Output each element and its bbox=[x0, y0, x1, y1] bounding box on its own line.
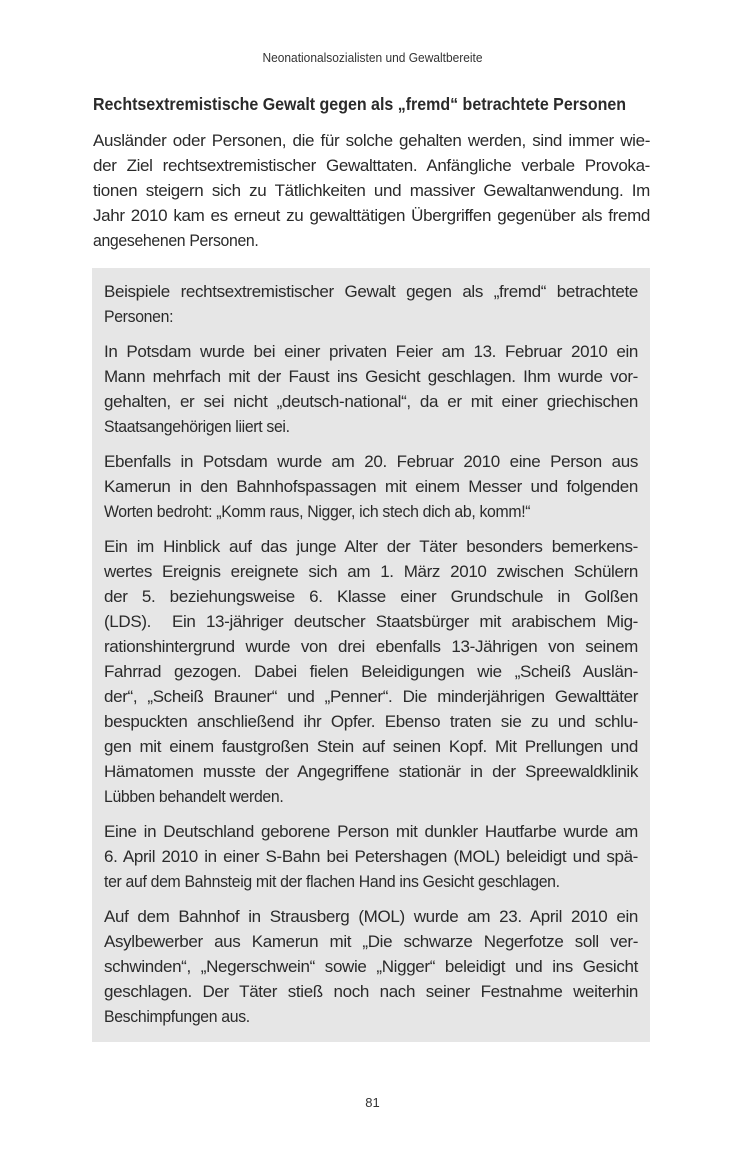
box-line: Mann mehrfach mit der Faust ins Gesicht geschlagen. Ihm wurde vor- bbox=[104, 367, 638, 386]
box-line: der“, „Scheiß Brauner“ und „Penner“. Die minderjährigen Gewalttäter bbox=[104, 687, 638, 706]
intro-line: Ausländer oder Personen, die für solche gehalten werden, sind immer wie- bbox=[93, 131, 650, 150]
examples-box bbox=[92, 268, 650, 1042]
box-line: wertes Ereignis ereignete sich am 1. März 2010 zwischen Schülern bbox=[104, 562, 638, 581]
box-line: 6. April 2010 in einer S-Bahn bei Petershagen (MOL) beleidigt und spä- bbox=[104, 847, 638, 866]
box-line: In Potsdam wurde bei einer privaten Feier am 13. Februar 2010 ein bbox=[104, 342, 638, 361]
box-line: gehalten, er sei nicht „deutsch-national“, da er mit einer griechischen bbox=[104, 392, 638, 411]
box-line: Ein im Hinblick auf das junge Alter der Täter besonders bemerkens- bbox=[104, 537, 638, 556]
box-line: Beispiele rechtsextremistischer Gewalt gegen als „fremd“ betrachtete bbox=[104, 282, 638, 301]
box-line: ter auf dem Bahnsteig mit der flachen Hand ins Gesicht geschlagen. bbox=[104, 872, 560, 891]
box-line: geschlagen. Der Täter stieß noch nach seiner Festnahme weiterhin bbox=[104, 982, 638, 1001]
intro-paragraph bbox=[93, 128, 650, 253]
box-line: Hämatomen musste der Angegriffene stationär in der Spreewaldklinik bbox=[104, 762, 638, 781]
intro-line: der Ziel rechtsextremistischer Gewalttaten. Anfängliche verbale Provoka- bbox=[93, 156, 650, 175]
box-line: Asylbewerber aus Kamerun mit „Die schwarze Negerfotze soll ver- bbox=[104, 932, 638, 951]
example-paragraph-petershagen bbox=[104, 819, 638, 894]
box-line: Worten bedroht: „Komm raus, Nigger, ich stech dich ab, komm!“ bbox=[104, 502, 531, 521]
intro-line: angesehenen Personen. bbox=[93, 231, 259, 250]
example-paragraph-golssen bbox=[104, 534, 638, 809]
examples-box-content bbox=[104, 279, 638, 1039]
box-line: Fahrrad gezogen. Dabei fielen Beleidigungen wie „Scheiß Auslän- bbox=[104, 662, 638, 681]
box-line: Eine in Deutschland geborene Person mit dunkler Hautfarbe wurde am bbox=[104, 822, 638, 841]
box-line: schwinden“, „Negerschwein“ sowie „Nigger“ beleidigt und ins Gesicht bbox=[104, 957, 638, 976]
page-number: 81 bbox=[365, 1095, 380, 1110]
box-line: Auf dem Bahnhof in Strausberg (MOL) wurde am 23. April 2010 ein bbox=[104, 907, 638, 926]
intro-line: tionen steigern sich zu Tätlichkeiten und massiver Gewaltanwendung. Im bbox=[93, 181, 650, 200]
box-line: Ebenfalls in Potsdam wurde am 20. Februar 2010 eine Person aus bbox=[104, 452, 638, 471]
example-paragraph-strausberg bbox=[104, 904, 638, 1029]
box-line: gen mit einem faustgroßen Stein auf seinen Kopf. Mit Prellungen und bbox=[104, 737, 638, 756]
example-intro-paragraph bbox=[104, 279, 638, 329]
example-paragraph-potsdam-feier bbox=[104, 339, 638, 439]
box-line: Kamerun in den Bahnhofspassagen mit einem Messer und folgenden bbox=[104, 477, 638, 496]
box-line: Staatsangehörigen liiert sei. bbox=[104, 417, 290, 436]
example-paragraph-potsdam-bahnhof bbox=[104, 449, 638, 524]
box-line: rationshintergrund wurde von drei ebenfalls 13-Jährigen von seinem bbox=[104, 637, 638, 656]
box-line: Beschimpfungen aus. bbox=[104, 1007, 250, 1026]
running-header: Neonationalsozialisten und Gewaltbereite bbox=[262, 50, 483, 65]
section-title: Rechtsextremistische Gewalt gegen als „fremd“ betrachtete Personen bbox=[93, 94, 627, 114]
box-line: Lübben behandelt werden. bbox=[104, 787, 284, 806]
box-line: bespuckten anschließend ihr Opfer. Ebenso traten sie zu und schlu- bbox=[104, 712, 638, 731]
intro-line: Jahr 2010 kam es erneut zu gewalttätigen Übergriffen gegenüber als fremd bbox=[93, 206, 650, 225]
box-line: Personen: bbox=[104, 307, 174, 326]
box-line: der 5. beziehungsweise 6. Klasse einer Grundschule in Golßen bbox=[104, 587, 638, 606]
box-line: (LDS). Ein 13-jähriger deutscher Staatsbürger mit arabischem Mig- bbox=[104, 612, 638, 631]
